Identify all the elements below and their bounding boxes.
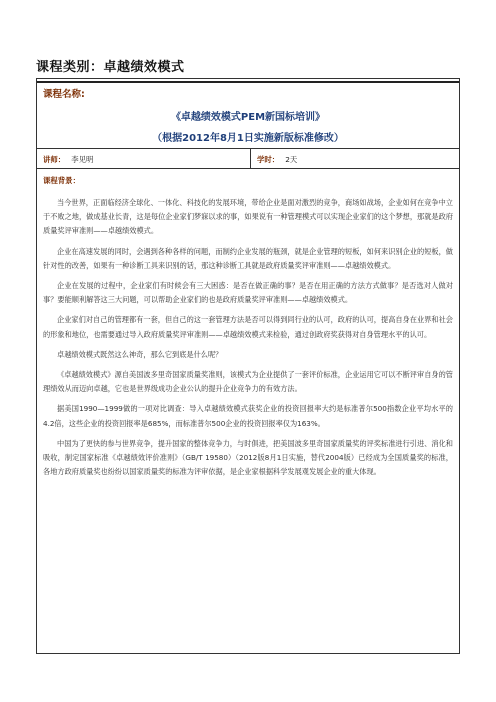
hours-cell: [251, 149, 459, 168]
background-paragraph: 企业在高速发展的同时，会遇到各种各样的问题，而制约企业发展的瓶颈，就是企业管理的短板，如何来识别企业的短板，做针对性的改善，如果有一种诊断工具来识别的话，那这种诊断工具就是政府质量奖评审准则——卓越绩效模式。: [43, 246, 453, 270]
hours-label: 学时：: [257, 155, 280, 164]
background-paragraph: 当今世界，正面临经济全球化、一体化、科技化的发展环境，带给企业是面对激烈的竞争，商场如战场，企业如何在竞争中立于不败之地，做成基业长青，这是每位企业家们梦寐以求的事，如果说有一种管理模式可以实现企业家们的这个梦想，那就是政府质量奖评审准则——卓越绩效模式。: [43, 198, 453, 236]
background-paragraph: 《卓越绩效模式》源自美国波多里奇国家质量奖准则，该模式为企业提供了一套评价标准，企业运用它可以不断评审自身的管理绩效从而迈向卓越，它也是世界级成功企业公认的提升企业竞争力的有效方法。: [43, 370, 453, 394]
course-table: [36, 78, 460, 654]
background-paragraph: 中国为了更快的参与世界竞争，提升国家的整体竞争力，与时俱进，把美国波多里奇国家质量奖的评奖标准进行引进、消化和吸收，制定国家标准《卓越绩效评价准则》（GB/T 19580）（2012版8月1日实施，替代2004版）已经成为全国质量奖的标准，各地方政府质量奖也纷纷以国家质量奖的标准为评审依据，是企业家根据科学发展观发展企业的重大体现。: [43, 438, 453, 477]
course-title: 《卓越绩效模式PEM新国标培训》: [170, 112, 326, 123]
hours-value: 2天: [285, 155, 298, 164]
background-cell: [37, 169, 459, 653]
course-meta-row: [37, 149, 459, 169]
background-label: 课程背景：: [43, 176, 80, 185]
background-paragraph: 企业在发展的过程中，企业家们有时候会有三大困惑：是否在做正确的事？是否在用正确的方法方式做事？是否选对人做对事？要能顺利解答这三大问题，可以帮助企业家们的也是政府质量奖评审准则——卓越绩效模式。: [43, 281, 453, 305]
background-paragraph: 企业家们对自己的管理都有一套，但自己的这一套管理方法是否可以得到同行业的认可，政府的认可，提高自身在业界和社会的形象和地位，也需要通过导入政府质量奖评审准则——卓越绩效模式来检验，通过创政府奖获得对自身管理水平的认可。: [43, 315, 453, 339]
background-paragraph: 据美国1990—1999做的一项对比调查：导入卓越绩效模式获奖企业的投资回报率大约是标准普尔500指数企业平均水平的4.2倍，这些企业的投资回报率是685%，而标准普尔500企业的投资回报率仅为163%。: [43, 404, 453, 428]
lecturer-label: 讲师：: [43, 155, 66, 164]
course-subtitle: （根据2012年8月1日实施新版标准修改）: [152, 133, 344, 144]
lecturer-value: 李见明: [71, 155, 94, 164]
lecturer-cell: [37, 149, 251, 168]
course-name-label: 课程名称:: [43, 89, 85, 100]
course-name-cell: [37, 79, 459, 149]
background-paragraph: 卓越绩效模式既然这么神奇，那么它到底是什么呢？: [57, 349, 223, 359]
category-title: 课程类别：卓越绩效模式: [36, 60, 185, 75]
